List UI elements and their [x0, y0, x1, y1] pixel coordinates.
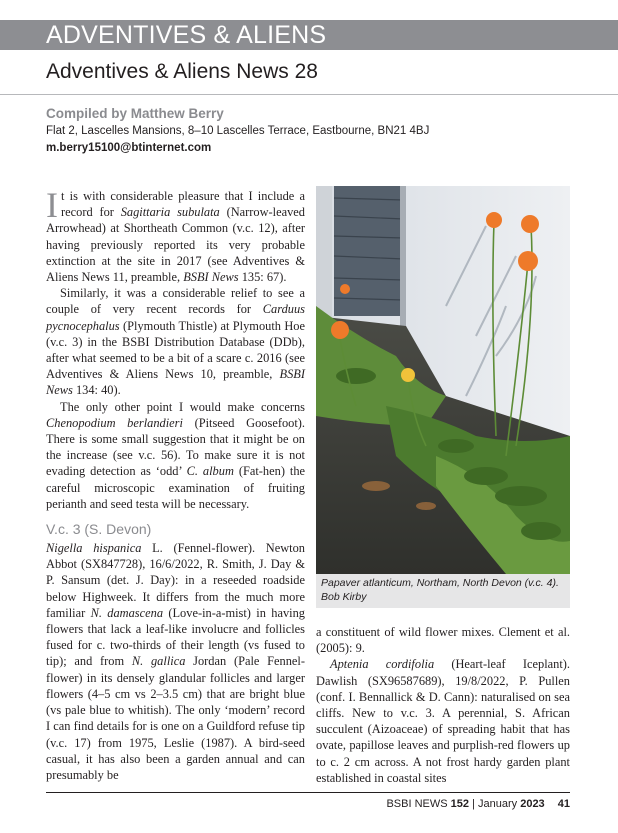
- page-number: 41: [557, 798, 570, 810]
- record-aptenia: [316, 656, 570, 786]
- left-column: [46, 185, 306, 783]
- text-run: (Fat-hen) the careful microscopic examination of fruiting perianth and seed testa will be necessary.: [46, 464, 306, 511]
- species-name: Sagittaria subulata: [120, 205, 220, 220]
- photo-credit: Bob Kirby: [321, 590, 367, 603]
- text-run: 134: 40).: [72, 383, 121, 398]
- text-run: a constituent of wild flower mixes. Clement et al. (2005): 9.: [316, 625, 570, 656]
- text-run: Jordan (Pale Fennel-flower) in its densely glandular follicles and larger flowers (4–5 cm vs 2–3.5 cm) that are bright blue (vs pale blue to whitish). The only ‘modern’ record I can find details for is one on a Guildford refuse tip (v.c. 17) from 1975, Leslie (1987). A bird-seed casual, it has also been a garden annual and can presumably be: [46, 654, 305, 782]
- issue-year: 2023: [520, 798, 545, 810]
- section-title: ADVENTIVES & ALIENS: [46, 21, 327, 49]
- text-run: (Love-in-a-mist) in having flowers that lack a leaf-like involucre and follicles fused for c. two-thirds of their length (vs fused to tip); and from: [46, 605, 305, 669]
- text-run: L. (Fennel-flower). Newton Abbot (SX847728), 16/6/2022, R. Smith, J. Day & P. Sansum (det. J. Day): in a reseeded roadside below Highweek. It differs from the much more familiar: [46, 541, 305, 620]
- record-continued: [316, 624, 570, 656]
- footer-divider: [46, 792, 570, 793]
- species-name: N. gallica: [131, 654, 186, 669]
- text-run: The only other point I would make concerns: [60, 399, 305, 414]
- right-column: [316, 624, 570, 786]
- species-name: Chenopodium berlandieri: [46, 415, 183, 430]
- issue-month: January: [478, 798, 518, 810]
- section-band: [0, 20, 618, 50]
- papaver-photo: [316, 186, 570, 574]
- text-run: t is with considerable pleasure that I include a record for: [61, 189, 305, 220]
- drop-cap: I: [46, 185, 58, 225]
- text-run: Similarly, it was a considerable relief to see a couple of very recent records for: [46, 286, 305, 317]
- species-name: N. damascena: [90, 605, 164, 620]
- text-run: (Heart-leaf Iceplant). Dawlish (SX96587689), 19/8/2022, P. Pullen (conf. I. Bennallick & D. Cann): naturalised on sea cliffs. New to v.c. 3. A perennial, S. African succulent (Aizoaceae) of spreading habit that has ovate, papillose leaves and purplish-red flowers up to c. 2 cm across. A not frost hardy garden plant established in coastal sites: [316, 657, 570, 785]
- journal-name: BSBI NEWS: [386, 798, 448, 810]
- text-run: (Plymouth Thistle) at Plymouth Hoe (v.c. 3) in the BSBI Distribution Database (DDb), after what seemed to be a bit of a scare c. 2016 (see Adventives & Aliens News 10, preamble,: [46, 318, 305, 382]
- intro-paragraph-3: [46, 399, 305, 512]
- compiler-byline: Compiled by Matthew Berry: [46, 106, 224, 121]
- footer-separator: |: [472, 798, 475, 810]
- vice-county-heading: V.c. 3 (S. Devon): [46, 521, 152, 538]
- intro-paragraph-2: [46, 285, 305, 398]
- compiler-address: Flat 2, Lascelles Mansions, 8–10 Lascelles Terrace, Eastbourne, BN21 4BJ: [46, 125, 430, 137]
- issue-number: 152: [450, 798, 470, 810]
- text-run: (Pitseed Goosefoot). There is some small suggestion that it might be on the increase (see v.c. 56). To make sure it is not evading detection as ‘odd’: [46, 415, 305, 479]
- figure-caption: [316, 574, 570, 608]
- text-run: 135: 67).: [238, 270, 287, 285]
- species-name: C. album: [186, 464, 234, 479]
- journal-ref: BSBI News: [46, 367, 305, 398]
- compiler-email[interactable]: m.berry15100@btinternet.com: [46, 142, 212, 154]
- intro-paragraph-1: [46, 185, 305, 285]
- species-name: Aptenia cordifolia: [330, 657, 435, 672]
- caption-text: Papaver atlanticum, Northam, North Devon (v.c. 4).: [321, 577, 559, 589]
- page-footer: [386, 798, 570, 810]
- header-divider: [0, 94, 618, 95]
- species-name: Nigella hispanica: [46, 541, 142, 556]
- journal-ref: BSBI News: [183, 270, 239, 285]
- article-title: Adventives & Aliens News 28: [46, 60, 318, 83]
- record-nigella: [46, 540, 305, 783]
- photo-illustration: [316, 186, 570, 574]
- species-name: Carduus pycnocephalus: [46, 302, 305, 333]
- text-run: (Narrow-leaved Arrowhead) at Shortheath Common (v.c. 12), after having previously reported its very probable extinction at the site in 2017 (see Adventives & Aliens News 11, preamble,: [46, 205, 305, 285]
